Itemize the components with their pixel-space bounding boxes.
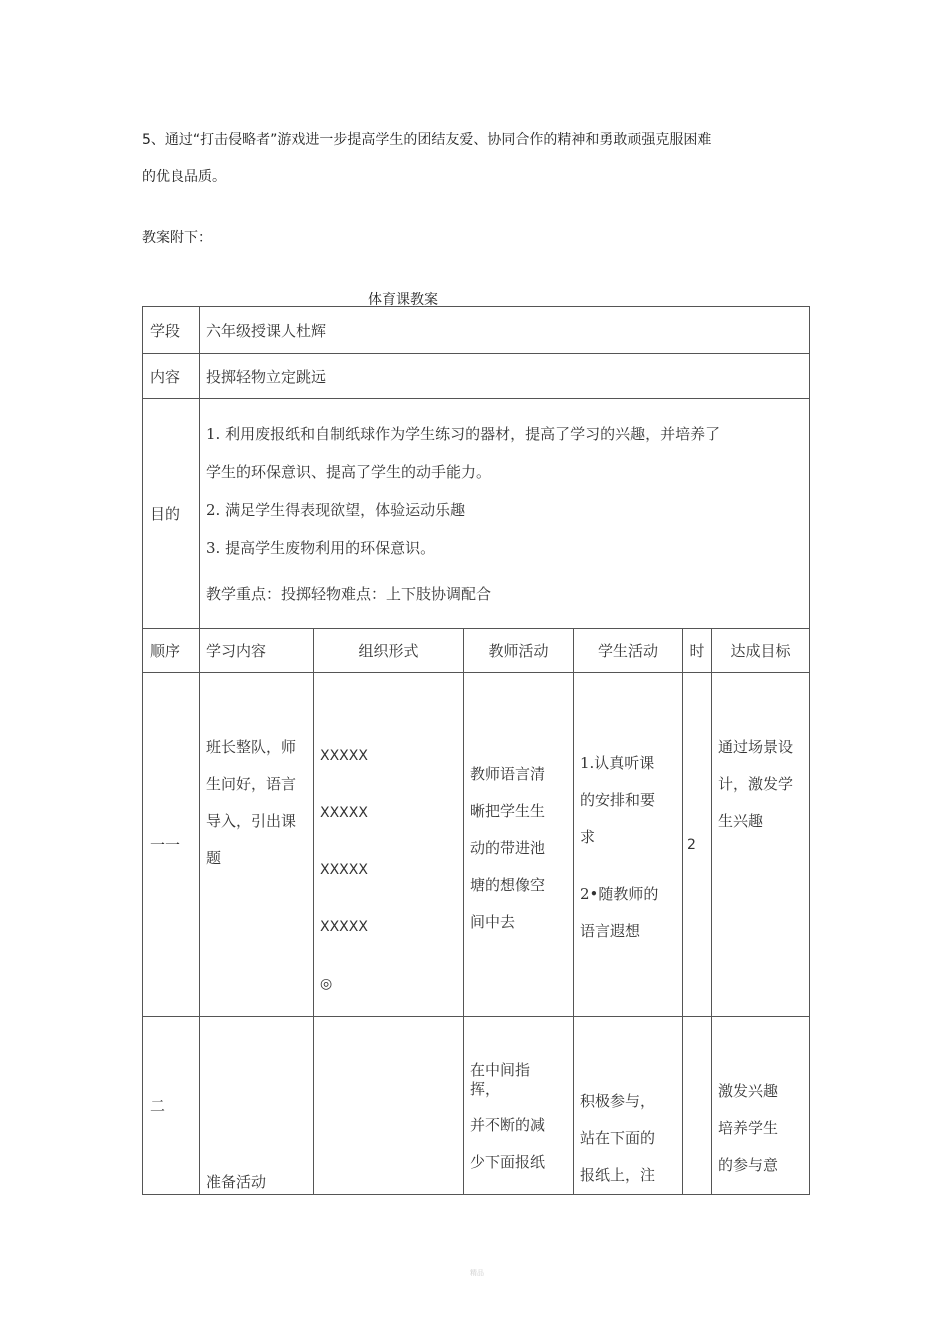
row1-content-line: 生问好，语言 <box>206 775 297 793</box>
teacher-position-symbol: ◎ <box>320 976 333 992</box>
footer-watermark: 精品 <box>470 1269 484 1277</box>
formation-row: XXXXX <box>320 748 368 764</box>
row1-content <box>200 673 314 1017</box>
header-time: 时 <box>683 629 712 673</box>
row2-goal-line: 培养学生 <box>718 1119 779 1137</box>
goal-line: 学生的环保意识、提高了学生的动手能力。 <box>206 462 492 481</box>
row1-student-line: 2•随教师的 <box>580 885 659 903</box>
row1-content-line: 题 <box>206 849 222 867</box>
formation-row: XXXXX <box>320 805 368 821</box>
row-content <box>143 354 810 399</box>
row1-teacher-line: 晰把学生生 <box>470 802 546 820</box>
header-student: 学生活动 <box>574 629 683 673</box>
goal-key-points: 教学重点：投掷轻物难点：上下肢协调配合 <box>206 584 492 603</box>
row1-teacher-line: 塘的想像空 <box>470 876 546 894</box>
row2-student-line: 报纸上，注 <box>580 1166 656 1184</box>
table-row <box>143 1017 810 1195</box>
row1-student-line: 的安排和要 <box>580 791 656 809</box>
row1-formation <box>314 673 464 1017</box>
row2-teacher <box>464 1017 574 1195</box>
goal-line: 2. 满足学生得表现欲望，体验运动乐趣 <box>206 500 466 519</box>
row2-student-line: 积极参与， <box>580 1092 656 1110</box>
row2-teacher-line: 少下面报纸 <box>470 1153 546 1171</box>
row1-student <box>574 673 683 1017</box>
row1-student-line: 1.认真听课 <box>580 754 655 772</box>
row2-student <box>574 1017 683 1195</box>
row2-formation <box>314 1017 464 1195</box>
row2-order: 二 <box>143 1017 200 1195</box>
goal-label: 目的 <box>143 399 200 629</box>
goal-line: 3. 提高学生废物利用的环保意识。 <box>206 538 436 557</box>
intro-line-2: 的优良品质。 <box>142 169 226 185</box>
row1-teacher <box>464 673 574 1017</box>
goal-line: 1. 利用废报纸和自制纸球作为学生练习的器材，提高了学习的兴趣，并培养了 <box>206 424 721 443</box>
lesson-plan-table <box>142 306 810 1195</box>
row2-goal-line: 激发兴趣 <box>718 1082 779 1100</box>
row2-content: 准备活动 <box>200 1017 314 1195</box>
formation-row: XXXXX <box>320 862 368 878</box>
content-label: 内容 <box>143 354 200 399</box>
row2-student-line: 站在下面的 <box>580 1129 656 1147</box>
row2-goal <box>712 1017 810 1195</box>
row1-teacher-line: 教师语言清 <box>470 765 546 783</box>
header-content: 学习内容 <box>200 629 314 673</box>
row1-order: 一一 <box>143 673 200 1017</box>
row2-goal-line: 的参与意 <box>718 1156 779 1174</box>
row2-teacher-line: 并不断的减 <box>470 1116 546 1134</box>
content-value: 投掷轻物立定跳远 <box>200 354 810 399</box>
row1-goal <box>712 673 810 1017</box>
row1-content-line: 导入，引出课 <box>206 812 297 830</box>
intro-line-1: 5、通过“打击侵略者”游戏进一步提高学生的团结友爱、协同合作的精神和勇敢顽强克服困难 <box>142 132 712 148</box>
header-teacher: 教师活动 <box>464 629 574 673</box>
row1-goal-line: 通过场景设 <box>718 738 794 756</box>
row2-teacher-line: 挥， <box>470 1080 501 1098</box>
row1-teacher-line: 间中去 <box>470 913 516 931</box>
row1-student-line: 语言遐想 <box>580 922 641 940</box>
header-goal: 达成目标 <box>712 629 810 673</box>
grade-label: 学段 <box>143 307 200 354</box>
row1-content-line: 班长整队，师 <box>206 738 297 756</box>
row2-teacher-line: 在中间指 <box>470 1061 531 1079</box>
row1-goal-line: 生兴趣 <box>718 812 764 830</box>
goal-cell <box>200 399 810 629</box>
intro-line-3: 教案附下： <box>142 230 212 246</box>
row2-time <box>683 1017 712 1195</box>
header-order: 顺序 <box>143 629 200 673</box>
row1-goal-line: 计，激发学 <box>718 775 794 793</box>
row-goals <box>143 399 810 629</box>
formation-row: XXXXX <box>320 919 368 935</box>
row1-student-line: 求 <box>580 828 596 846</box>
row-grade <box>143 307 810 354</box>
row1-time: 2 <box>683 673 712 1017</box>
header-row <box>143 629 810 673</box>
header-formation: 组织形式 <box>314 629 464 673</box>
table-row <box>143 673 810 1017</box>
row1-teacher-line: 动的带进池 <box>470 839 546 857</box>
grade-value: 六年级授课人杜辉 <box>200 307 810 354</box>
lesson-plan-title: 体育课教案 <box>368 292 438 308</box>
